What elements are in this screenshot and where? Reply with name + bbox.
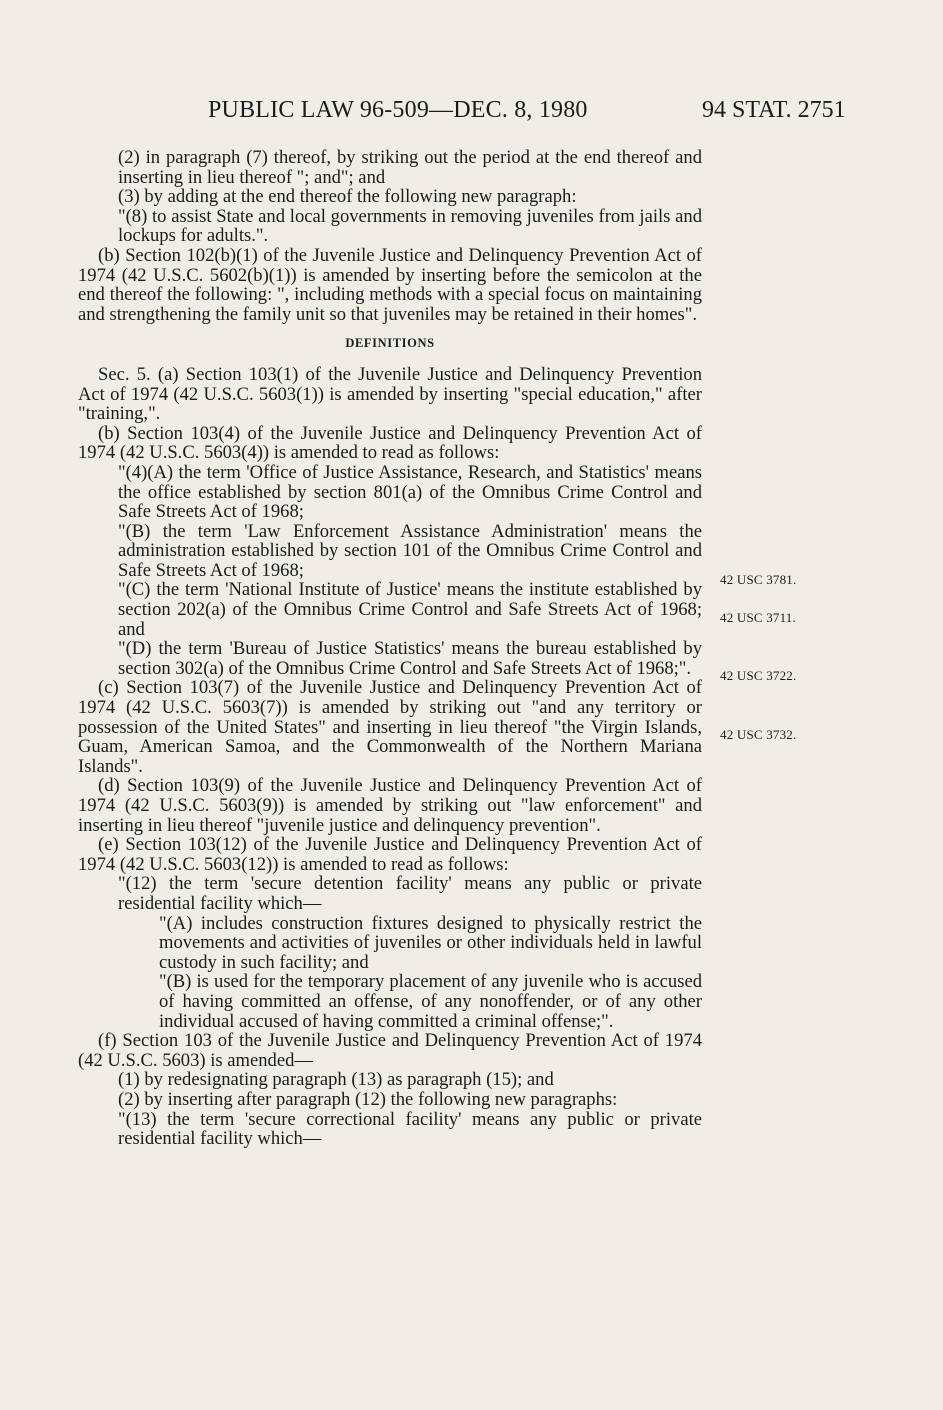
margin-citation: 42 USC 3732. <box>720 727 797 742</box>
paragraph: (f) Section 103 of the Juvenile Justice and Delinquency Prevention Act of 1974 (42 U.S.C. 5603) is amended— <box>78 1030 702 1071</box>
paragraph: "(B) the term 'Law Enforcement Assistance Administration' means the administration established by section 101 of the Omnibus Crime Control and Safe Streets Act of 1968; <box>118 520 702 581</box>
stat-page-number: 94 STAT. 2751 <box>702 97 846 123</box>
paragraph: (b) Section 103(4) of the Juvenile Justice and Delinquency Prevention Act of 1974 (42 U.S.C. 5603(4)) is amended to read as follows: <box>78 422 702 464</box>
paragraph: (2) by inserting after paragraph (12) the following new paragraphs: <box>118 1088 618 1110</box>
running-title: PUBLIC LAW 96-509—DEC. 8, 1980 <box>208 97 588 123</box>
paragraph: (2) in paragraph (7) thereof, by striking out the period at the end thereof and inserting in lieu thereof "; and"; and <box>118 147 702 188</box>
law-text <box>78 148 702 1149</box>
page-header <box>0 97 943 133</box>
margin-citation: 42 USC 3711. <box>720 610 796 625</box>
margin-citation: 42 USC 3781. <box>720 572 797 587</box>
margin-citation: 42 USC 3722. <box>720 668 797 683</box>
paragraph: (3) by adding at the end thereof the following new paragraph: <box>118 186 577 208</box>
paragraph: (c) Section 103(7) of the Juvenile Justice and Delinquency Prevention Act of 1974 (42 U.S.C. 5603(7)) is amended by striking out "and any territory or possession of the United States" and inserting in lieu thereof "the Virgin Islands, Guam, American Samoa, and the Commonwealth of the Northern Mariana Islands". <box>78 677 702 777</box>
paragraph: (d) Section 103(9) of the Juvenile Justice and Delinquency Prevention Act of 1974 (42 U.S.C. 5603(9)) is amended by striking out "law enforcement" and inserting in lieu thereof "juvenile justice and delinquency prevention". <box>78 775 702 836</box>
paragraph: "(12) the term 'secure detention facility' means any public or private residential facility which— <box>118 873 702 914</box>
paragraph: "(B) is used for the temporary placement of any juvenile who is accused of having committed an offense, of any nonoffender, or of any other individual accused of having committed a criminal offense;". <box>159 971 702 1032</box>
paragraph: "(13) the term 'secure correctional facility' means any public or private residential facility which— <box>118 1108 702 1150</box>
paragraph: Sec. 5. (a) Section 103(1) of the Juvenile Justice and Delinquency Prevention Act of 1974 (42 U.S.C. 5603(1)) is amended by inserting "special education," after "training,". <box>78 363 702 425</box>
paragraph: "(4)(A) the term 'Office of Justice Assistance, Research, and Statistics' means the office established by section 801(a) of the Omnibus Crime Control and Safe Streets Act of 1968; <box>118 461 702 523</box>
paragraph: "(D) the term 'Bureau of Justice Statistics' means the bureau established by section 302(a) of the Omnibus Crime Control and Safe Streets Act of 1968;". <box>118 638 702 679</box>
paragraph: (1) by redesignating paragraph (13) as paragraph (15); and <box>118 1069 554 1091</box>
paragraph: "(8) to assist State and local governments in removing juveniles from jails and lockups for adults.". <box>118 205 702 247</box>
paragraph: "(C) the term 'National Institute of Justice' means the institute established by section 202(a) of the Omnibus Crime Control and Safe Streets Act of 1968; and <box>118 579 702 640</box>
paragraph: (b) Section 102(b)(1) of the Juvenile Justice and Delinquency Prevention Act of 1974 (42 U.S.C. 5602(b)(1)) is amended by inserting before the semicolon at the end thereof the following: ", including methods with a special focus on maintaining and strengthening the family unit so that juveniles may be retained in their homes". <box>78 244 702 325</box>
section-heading: DEFINITIONS <box>345 336 435 351</box>
paragraph: "(A) includes construction fixtures designed to physically restrict the movements and activities of juveniles or other individuals held in lawful custody in such facility; and <box>159 912 702 973</box>
paragraph: (e) Section 103(12) of the Juvenile Justice and Delinquency Prevention Act of 1974 (42 U.S.C. 5603(12)) is amended to read as follows: <box>78 834 702 875</box>
